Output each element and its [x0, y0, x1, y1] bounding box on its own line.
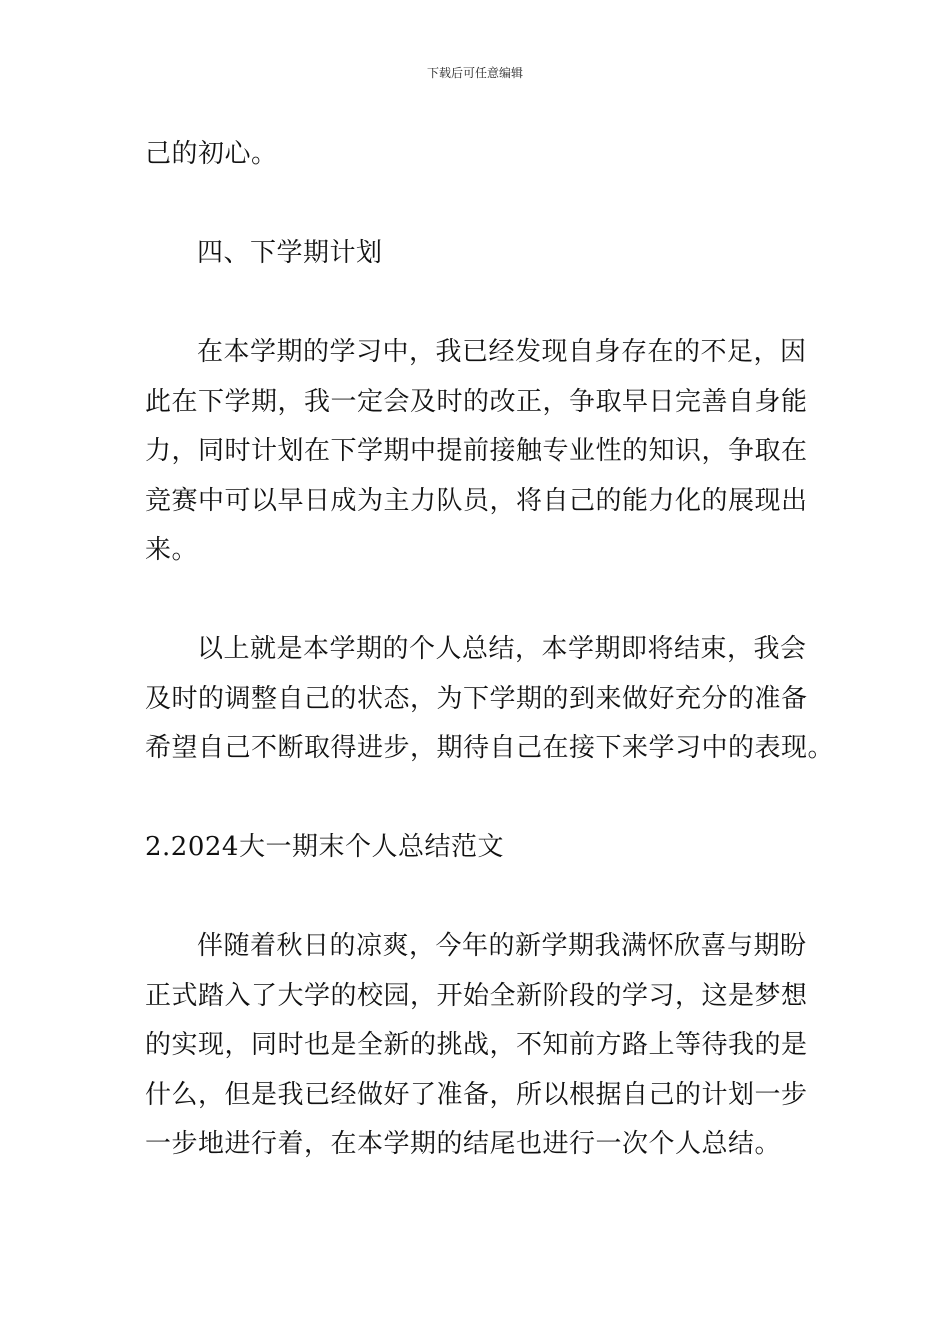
text-line: 正式踏入了大学的校园，开始全新阶段的学习，这是梦想 — [145, 980, 808, 1011]
text-line: 希望自己不断取得进步，期待自己在接下来学习中的表现。 — [145, 733, 835, 763]
paragraph-gap — [145, 774, 810, 824]
text-line: 以上就是本学期的个人总结，本学期即将结束，我会 — [197, 634, 807, 664]
article-title — [145, 823, 810, 873]
paragraph-gap — [145, 279, 810, 329]
text-line: 伴随着秋日的凉爽，今年的新学期我满怀欣喜与期盼 — [197, 931, 807, 961]
text-line: 己的初心。 — [145, 139, 278, 169]
text-line: 此在下学期，我一定会及时的改正，争取早日完善自身能 — [145, 386, 808, 417]
text-line: 及时的调整自己的状态，为下学期的到来做好充分的准备 — [145, 683, 808, 714]
text-line: 的实现，同时也是全新的挑战，不知前方路上等待我的是 — [145, 1030, 808, 1060]
paragraph-summary — [145, 625, 835, 774]
text-line: 来。 — [145, 535, 199, 565]
text-line: 一步地进行着，在本学期的结尾也进行一次个人总结。 — [145, 1129, 782, 1159]
paragraph-gap — [145, 873, 810, 923]
header-note: 下载后可任意编辑 — [426, 66, 523, 80]
text-line: 在本学期的学习中，我已经发现自身存在的不足，因 — [197, 337, 807, 367]
paragraph-gap — [145, 576, 810, 626]
paragraph-gap — [145, 180, 810, 230]
paragraph-intro — [145, 922, 810, 1170]
heading-line: 四、下学期计划 — [197, 238, 383, 268]
paragraph-continuation — [145, 130, 810, 180]
document-body — [145, 130, 835, 1170]
paragraph-plan — [145, 328, 810, 576]
text-line: 力，同时计划在下学期中提前接触专业性的知识，争取在 — [145, 436, 808, 466]
text-line: 什么，但是我已经做好了准备，所以根据自己的计划一步 — [145, 1079, 808, 1110]
title-line: 2.2024大一期末个人总结范文 — [145, 832, 504, 862]
section-heading — [145, 229, 810, 279]
text-line: 竞赛中可以早日成为主力队员，将自己的能力化的展现出 — [145, 485, 808, 516]
